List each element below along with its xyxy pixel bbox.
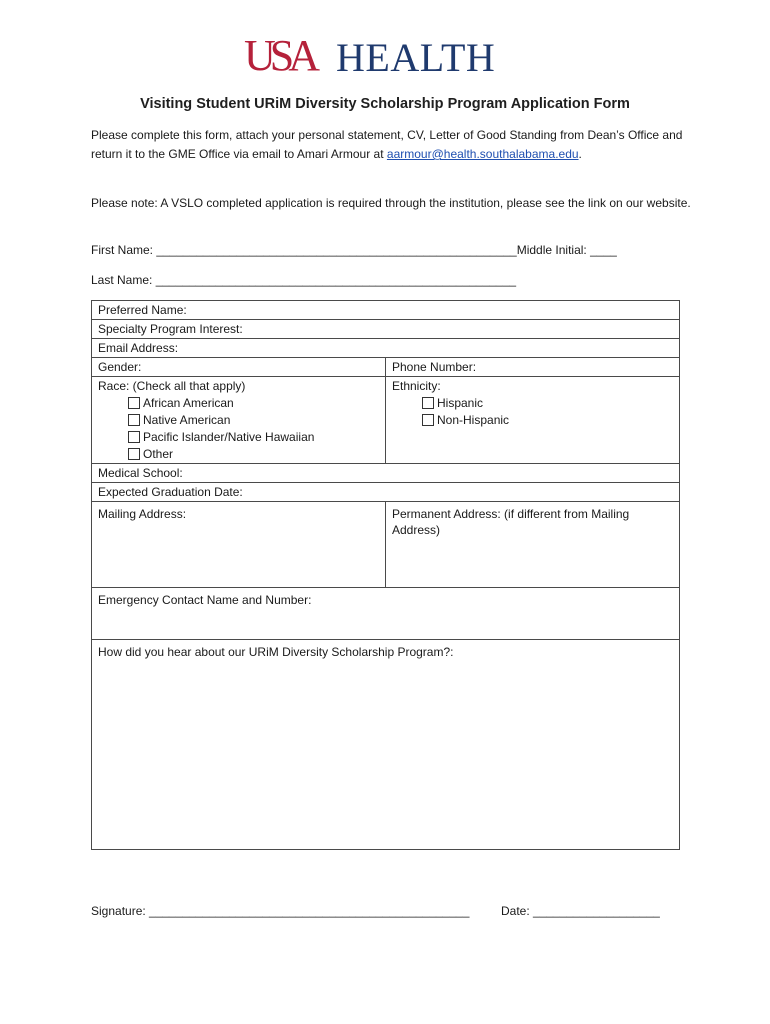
application-table <box>91 300 680 850</box>
intro-paragraph <box>91 126 691 164</box>
medical-school-field[interactable]: Medical School: <box>92 464 680 483</box>
email-field[interactable]: Email Address: <box>92 339 680 358</box>
usa-health-logo <box>244 26 495 78</box>
date-field[interactable]: Date: ___________________ <box>501 904 660 918</box>
race-checkbox-pacific-islander[interactable] <box>128 428 379 445</box>
ethnicity-checkbox-hispanic[interactable] <box>422 394 673 411</box>
intro-end: . <box>578 147 582 161</box>
checkbox-label: African American <box>143 395 234 410</box>
checkbox-icon[interactable] <box>422 397 434 409</box>
checkbox-label: Non-Hispanic <box>437 412 510 427</box>
checkbox-label: Hispanic <box>437 395 484 410</box>
permanent-address-field[interactable]: Permanent Address: (if different from Mailing Address) <box>386 502 680 588</box>
contact-email-link[interactable]: aarmour@health.southalabama.edu <box>386 147 579 161</box>
gender-field[interactable]: Gender: <box>92 358 386 377</box>
race-label: Race: (Check all that apply) <box>98 379 246 393</box>
logo-health-word: HEALTH <box>336 35 496 80</box>
usa-logo-text: USA <box>244 31 315 78</box>
checkbox-icon[interactable] <box>128 397 140 409</box>
specialty-field[interactable]: Specialty Program Interest: <box>92 320 680 339</box>
checkbox-icon[interactable] <box>128 448 140 460</box>
ethnicity-label: Ethnicity: <box>392 379 441 393</box>
mailing-address-field[interactable]: Mailing Address: <box>92 502 386 588</box>
checkbox-label: Native American <box>143 412 231 427</box>
checkbox-icon[interactable] <box>128 414 140 426</box>
page-title: Visiting Student URiM Diversity Scholarship Program Application Form <box>140 96 630 112</box>
checkbox-label: Pacific Islander/Native Hawaiian <box>143 429 315 444</box>
preferred-name-field[interactable]: Preferred Name: <box>92 301 680 320</box>
checkbox-icon[interactable] <box>128 431 140 443</box>
intro-text: Please complete this form, attach your personal statement, CV, Letter of Good Standing from Dean’s Office and return it to the GME Office via email to Amari Armour at <box>91 128 683 161</box>
last-name-field[interactable]: Last Name: ______________________________________________________ <box>91 273 517 287</box>
race-cell <box>92 377 386 464</box>
race-checkbox-african-american[interactable] <box>128 394 379 411</box>
checkbox-label: Other <box>143 446 174 461</box>
usa-logo-mark <box>244 30 332 78</box>
note-paragraph: Please note: A VSLO completed application is required through the institution, please see the link on our website. <box>91 196 691 210</box>
checkbox-icon[interactable] <box>422 414 434 426</box>
ethnicity-cell <box>386 377 680 464</box>
signature-field[interactable]: Signature: ________________________________________________ <box>91 904 470 918</box>
phone-field[interactable]: Phone Number: <box>386 358 680 377</box>
graduation-date-field[interactable]: Expected Graduation Date: <box>92 483 680 502</box>
referral-source-field[interactable]: How did you hear about our URiM Diversity Scholarship Program?: <box>92 640 680 850</box>
race-checkbox-native-american[interactable] <box>128 411 379 428</box>
race-checkbox-other[interactable] <box>128 445 379 462</box>
emergency-contact-field[interactable]: Emergency Contact Name and Number: <box>92 588 680 640</box>
ethnicity-checkbox-non-hispanic[interactable] <box>422 411 673 428</box>
first-name-field[interactable]: First Name: ______________________________________________________Middle Initial: ____ <box>91 243 617 257</box>
